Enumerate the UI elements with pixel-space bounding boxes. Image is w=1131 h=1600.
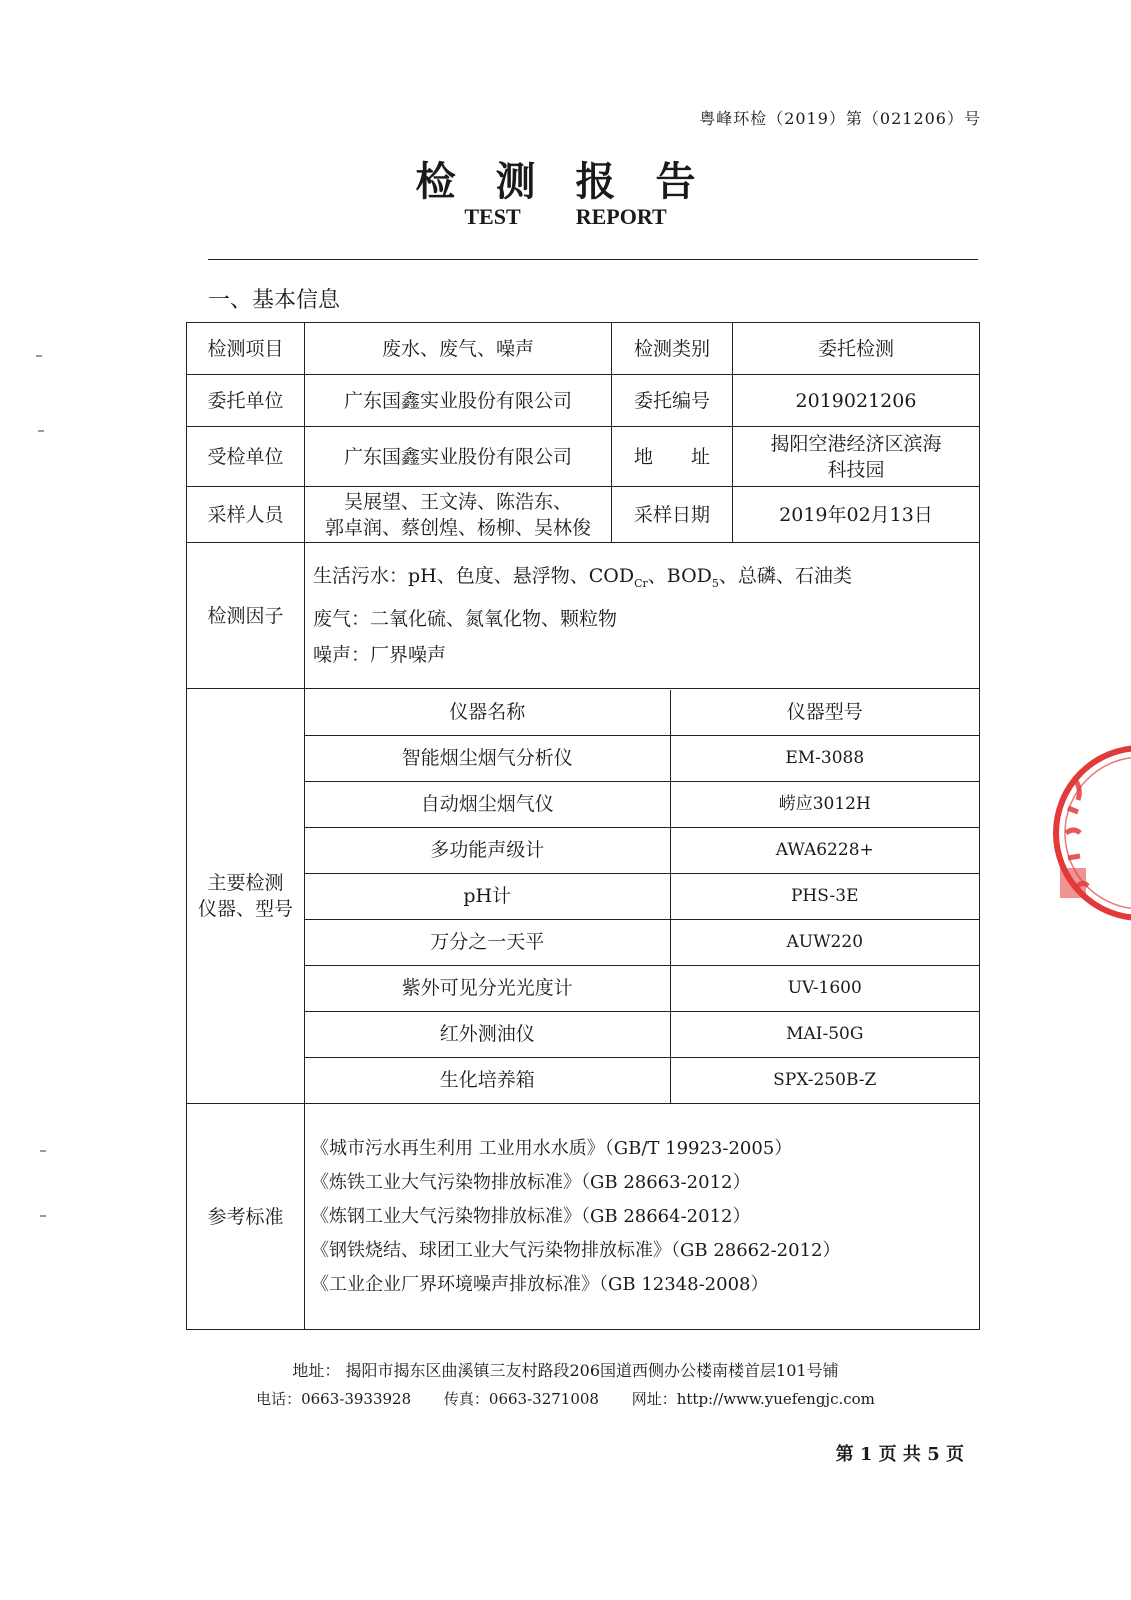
- instrument-model: EM-3088: [670, 735, 979, 781]
- table-row: [187, 375, 980, 427]
- instruments-label: [187, 689, 305, 1104]
- factor-gas: 废气：二氧化硫、氮氧化物、颗粒物: [313, 608, 618, 631]
- inspected-label: 受检单位: [187, 427, 305, 487]
- instrument-model: PHS-3E: [670, 873, 979, 919]
- reference-item: 《钢铁烧结、球团工业大气污染物排放标准》（GB 28662-2012）: [311, 1239, 841, 1261]
- address-value: [733, 427, 980, 487]
- scan-mark: [36, 355, 42, 357]
- instrument-name: 紫外可见分光光度计: [305, 965, 670, 1011]
- instrument-name: 红外测油仪: [305, 1011, 670, 1057]
- table-row: [305, 919, 979, 965]
- category-label: 检测类别: [612, 323, 733, 375]
- reference-item: 《工业企业厂界环境噪声排放标准》（GB 12348-2008）: [311, 1273, 769, 1295]
- table-row: [187, 427, 980, 487]
- document-number: 粤峰环检（2019）第（021206）号: [699, 109, 981, 128]
- client-label: 委托单位: [187, 375, 305, 427]
- instrument-model: SPX-250B-Z: [773, 1070, 877, 1090]
- instrument-name: 智能烟尘烟气分析仪: [305, 735, 670, 781]
- scan-mark: [40, 1215, 46, 1217]
- instruments-label-line-2: 仪器、型号: [197, 898, 293, 920]
- factor-noise: 噪声：厂界噪声: [313, 644, 447, 667]
- reference-item: 《炼铁工业大气污染物排放标准》（GB 28663-2012）: [311, 1171, 751, 1193]
- table-row: [305, 873, 979, 919]
- instrument-name: 自动烟尘烟气仪: [305, 781, 670, 827]
- instrument-model: 崂应3012H: [670, 781, 979, 827]
- references-value: [305, 1104, 980, 1330]
- item-value: 废水、废气、噪声: [305, 323, 612, 375]
- table-row: [305, 965, 979, 1011]
- instrument-model: AUW220: [670, 919, 979, 965]
- report-title-en: TEST REPORT: [464, 204, 667, 229]
- footer-fax: 传真：0663-3271008: [443, 1390, 599, 1408]
- instrument-model: UV-1600: [670, 965, 979, 1011]
- references-label: 参考标准: [187, 1104, 305, 1330]
- table-row: [305, 1011, 979, 1057]
- instrument-model: MAI-50G: [670, 1011, 979, 1057]
- table-row: [187, 487, 980, 543]
- factors-label: 检测因子: [187, 543, 305, 689]
- footer-address: 地址： 揭阳市揭东区曲溪镇三友村路段206国道西侧办公楼南楼首层101号铺: [292, 1361, 839, 1380]
- instruments-label-line-1: 主要检测: [207, 872, 284, 894]
- address-line-1: 揭阳空港经济区滨海: [770, 432, 942, 455]
- instruments-cell: [305, 689, 980, 1104]
- instrument-name: 多功能声级计: [305, 827, 670, 873]
- scan-mark: [40, 1150, 46, 1152]
- instruments-header-row: [305, 690, 979, 736]
- address-line-2: 科技园: [827, 458, 885, 481]
- sampler-value: [305, 487, 612, 543]
- instrument-name: 生化培养箱: [305, 1057, 670, 1103]
- sampler-line-2: 郭卓润、蔡创煌、杨柳、吴林俊: [324, 516, 591, 539]
- instrument-name-header: 仪器名称: [305, 690, 670, 736]
- footer-phone: 电话：0663-3933928: [256, 1390, 412, 1408]
- header-divider: [208, 259, 978, 260]
- sampler-label: 采样人员: [187, 487, 305, 543]
- reference-item: 《城市污水再生利用 工业用水水质》（GB/T 19923-2005）: [311, 1137, 793, 1159]
- table-row: [187, 323, 980, 375]
- table-row: [305, 1057, 979, 1103]
- instrument-model-header: 仪器型号: [670, 690, 979, 736]
- table-row: [305, 781, 979, 827]
- table-row: [305, 735, 979, 781]
- date-value: 2019年02月13日: [733, 487, 980, 543]
- item-label: 检测项目: [187, 323, 305, 375]
- instrument-model: AWA6228+: [670, 827, 979, 873]
- basic-info-table: [186, 322, 980, 1330]
- client-number-value: 2019021206: [733, 375, 980, 427]
- instrument-name: pH计: [305, 873, 670, 919]
- category-value: 委托检测: [733, 323, 980, 375]
- date-label: 采样日期: [612, 487, 733, 543]
- table-row: [187, 543, 980, 689]
- footer-contact: [0, 1388, 1131, 1409]
- address-label: 地 址: [612, 427, 733, 487]
- factor-wastewater: 生活污水：pH、色度、悬浮物、$COD_{Cr}$、$BOD_5$、总磷、石油类: [313, 564, 852, 590]
- inspected-value: 广东国鑫实业股份有限公司: [305, 427, 612, 487]
- instrument-name: 万分之一天平: [305, 919, 670, 965]
- table-row: [305, 827, 979, 873]
- scan-mark: [38, 430, 44, 432]
- table-row: [187, 1104, 980, 1330]
- seal-stamp-icon: [1046, 738, 1131, 928]
- reference-item: 《炼钢工业大气污染物排放标准》（GB 28664-2012）: [311, 1205, 751, 1227]
- sampler-line-1: 吴展望、王文涛、陈浩东、: [343, 490, 572, 513]
- table-row: [187, 689, 980, 1104]
- factors-value: [305, 543, 980, 689]
- page-number: 第 1 页 共 5 页: [835, 1444, 964, 1465]
- client-number-label: 委托编号: [612, 375, 733, 427]
- instruments-table: [305, 690, 979, 1103]
- report-title-cn: 检测报告: [415, 158, 736, 205]
- section-heading: 一、基本信息: [208, 288, 341, 313]
- client-value: 广东国鑫实业股份有限公司: [305, 375, 612, 427]
- footer-website: 网址：http://www.yuefengjc.com: [631, 1390, 875, 1408]
